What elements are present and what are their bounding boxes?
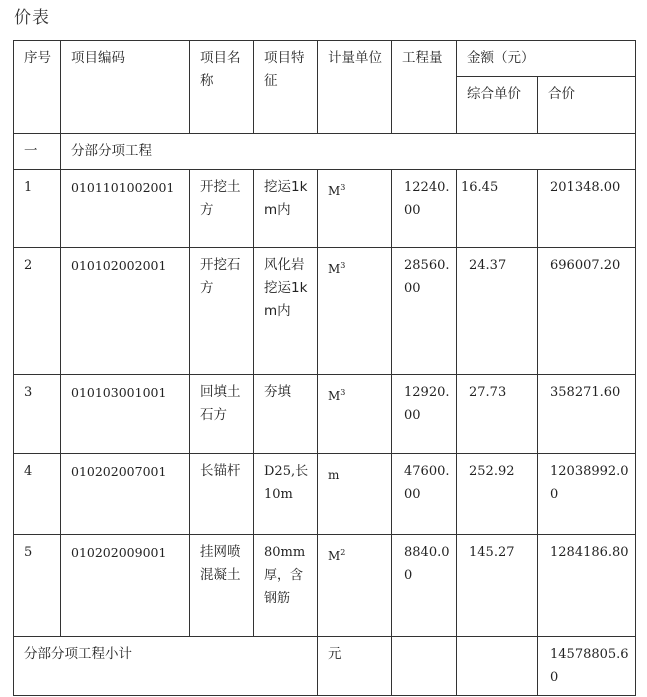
row-quantity: 12240.00 (392, 170, 457, 248)
unit-text: M (328, 549, 341, 563)
header-total: 合价 (538, 77, 636, 134)
unit-exponent: 2 (340, 548, 346, 557)
row-number: 4 (14, 454, 61, 535)
row-quantity: 8840.00 (392, 535, 457, 637)
row-unit-price: 27.73 (457, 375, 538, 454)
table-row (14, 375, 636, 454)
row-quantity: 47600.00 (392, 454, 457, 535)
header-amount: 金额（元） (457, 41, 636, 77)
row-code: 0101101002001 (61, 170, 190, 248)
row-unit-price: 252.92 (457, 454, 538, 535)
page-title: 价表 (14, 8, 50, 28)
subtotal-label: 分部分项工程小计 (14, 637, 318, 696)
header-unit: 计量单位 (318, 41, 392, 134)
header-seq: 序号 (14, 41, 61, 134)
row-total: 696007.20 (538, 248, 636, 375)
header-qty: 工程量 (392, 41, 457, 134)
row-unit (318, 248, 392, 375)
row-unit-price: 24.37 (457, 248, 538, 375)
row-name: 长锚杆 (190, 454, 254, 535)
row-name: 挂网喷混凝土 (190, 535, 254, 637)
unit-exponent: 3 (340, 388, 346, 397)
row-name: 回填土石方 (190, 375, 254, 454)
subtotal-unit: 元 (318, 637, 392, 696)
row-unit-price: 16.45 (457, 170, 538, 248)
row-quantity: 28560.00 (392, 248, 457, 375)
table-row (14, 170, 636, 248)
header-name: 项目名称 (190, 41, 254, 134)
row-code: 010202009001 (61, 535, 190, 637)
subtotal-price-empty (457, 637, 538, 696)
row-number: 1 (14, 170, 61, 248)
row-code: 010103001001 (61, 375, 190, 454)
row-total: 358271.60 (538, 375, 636, 454)
header-unit-price: 综合单价 (457, 77, 538, 134)
section-label: 分部分项工程 (61, 134, 636, 170)
row-name: 开挖石方 (190, 248, 254, 375)
table-row (14, 535, 636, 637)
subtotal-qty-empty (392, 637, 457, 696)
table-row (14, 248, 636, 375)
row-feature: 风化岩挖运1km内 (254, 248, 318, 375)
row-unit (318, 170, 392, 248)
subtotal-row (14, 637, 636, 696)
row-quantity: 12920.00 (392, 375, 457, 454)
section-number: 一 (14, 134, 61, 170)
header-feature: 项目特征 (254, 41, 318, 134)
row-total: 1284186.80 (538, 535, 636, 637)
row-number: 5 (14, 535, 61, 637)
row-code: 010102002001 (61, 248, 190, 375)
row-unit-price: 145.27 (457, 535, 538, 637)
row-code: 010202007001 (61, 454, 190, 535)
row-total: 201348.00 (538, 170, 636, 248)
row-unit (318, 535, 392, 637)
row-unit (318, 454, 392, 535)
unit-text: M (328, 389, 341, 403)
row-total: 12038992.00 (538, 454, 636, 535)
row-feature: D25,长10m (254, 454, 318, 535)
subtotal-total: 14578805.60 (538, 637, 636, 696)
row-feature: 80mm厚，含钢筋 (254, 535, 318, 637)
header-row (14, 41, 636, 77)
unit-exponent: 3 (340, 183, 346, 192)
price-table (13, 40, 636, 696)
table-row (14, 454, 636, 535)
row-feature: 夯填 (254, 375, 318, 454)
row-number: 2 (14, 248, 61, 375)
header-code: 项目编码 (61, 41, 190, 134)
unit-text: m (328, 468, 340, 482)
unit-exponent: 3 (340, 261, 346, 270)
row-feature: 挖运1km内 (254, 170, 318, 248)
unit-text: M (328, 184, 341, 198)
row-name: 开挖土方 (190, 170, 254, 248)
unit-text: M (328, 262, 341, 276)
row-unit (318, 375, 392, 454)
row-number: 3 (14, 375, 61, 454)
section-row (14, 134, 636, 170)
